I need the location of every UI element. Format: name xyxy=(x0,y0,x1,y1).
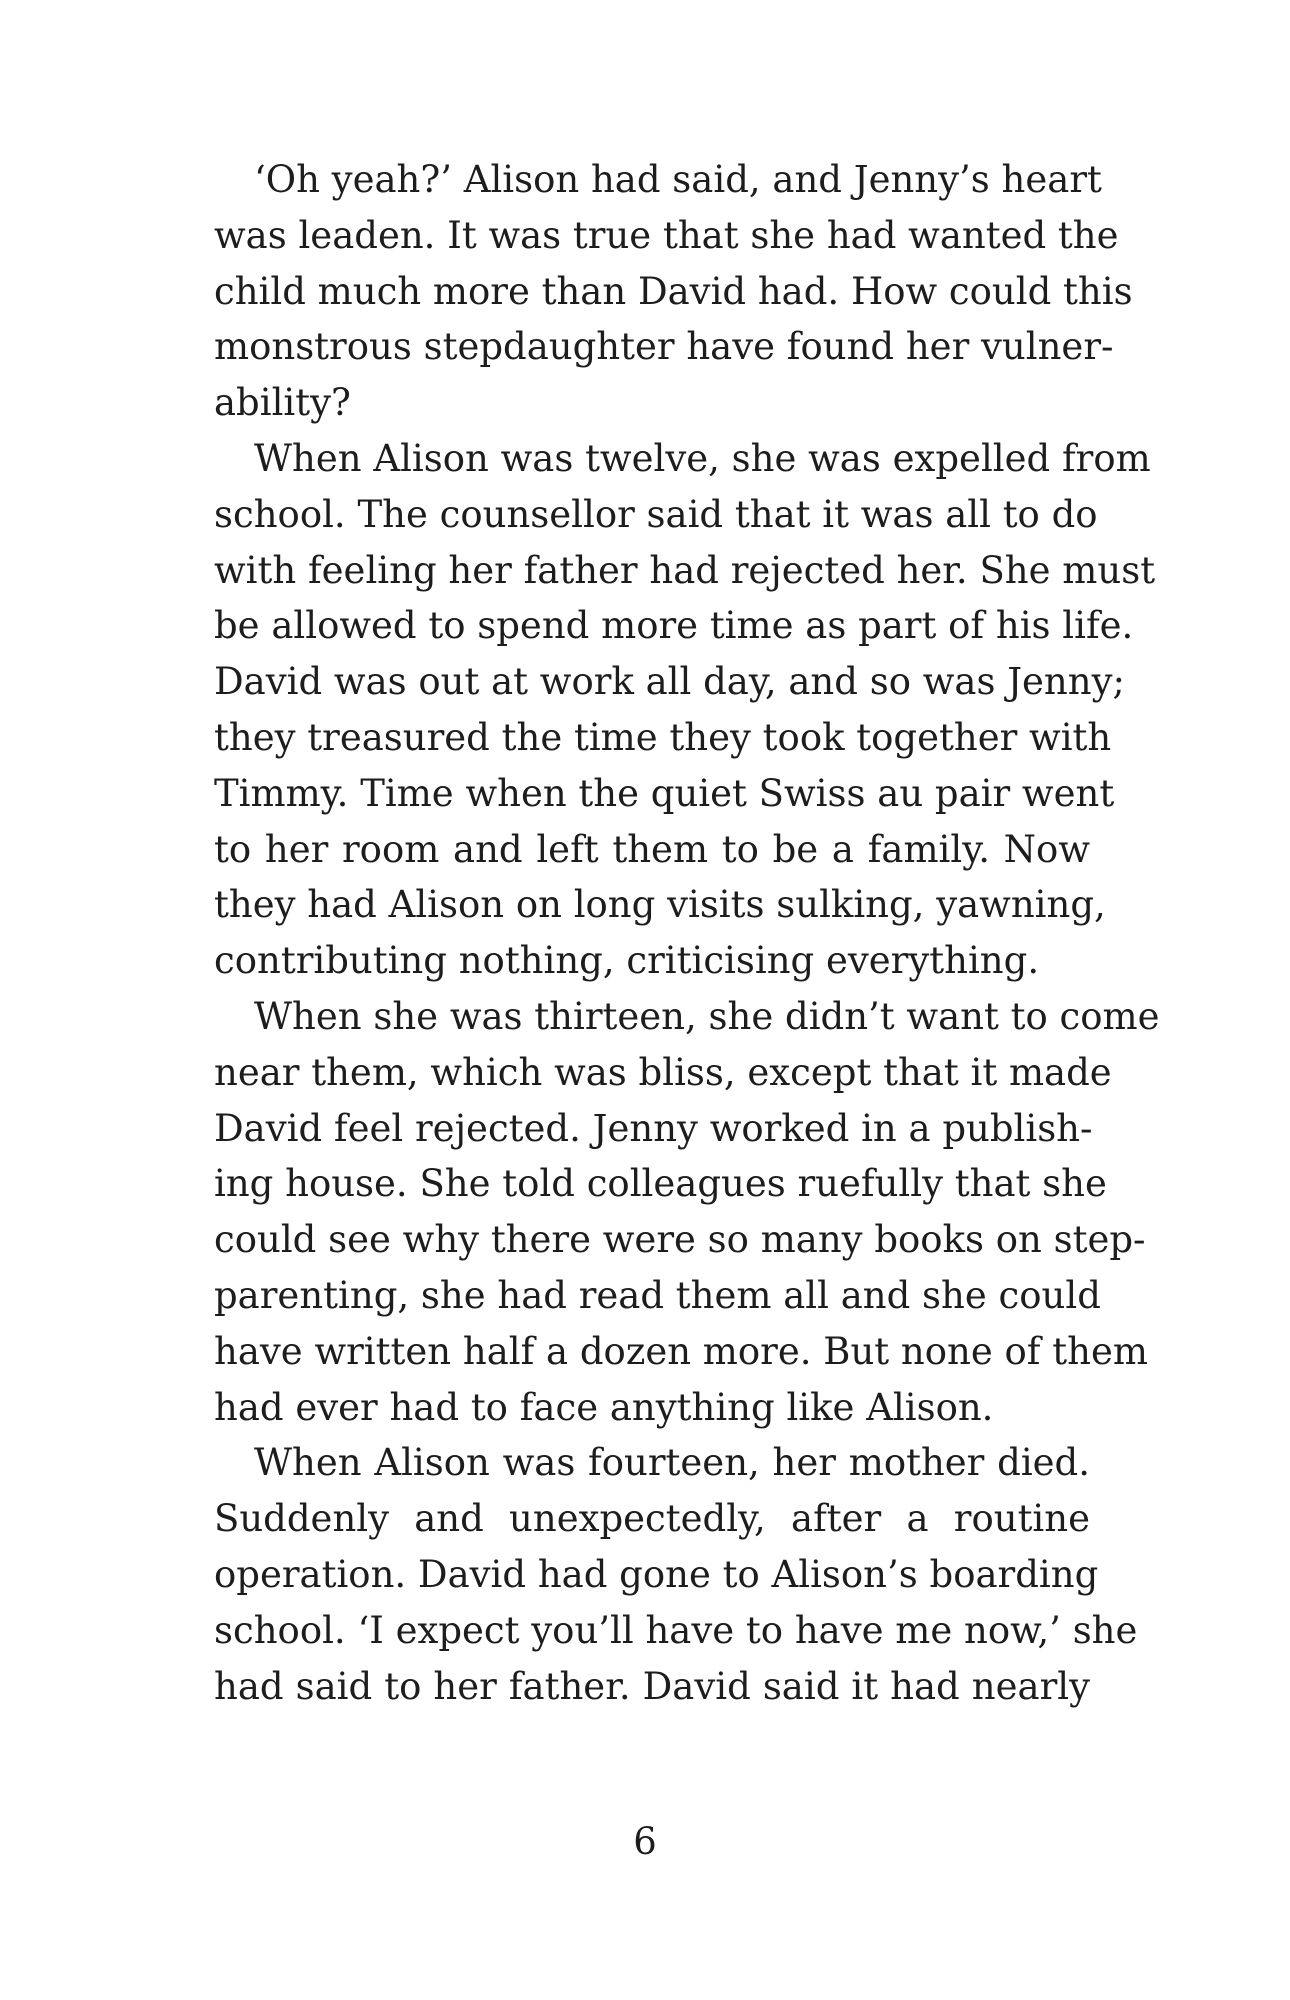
text-line: to her room and left them to be a family. Now xyxy=(214,827,1090,871)
text-line: near them, which was bliss, except that it made xyxy=(214,1050,1112,1094)
text-line: with feeling her father had rejected her. She must xyxy=(214,548,1156,592)
text-line: ing house. She told colleagues ruefully that she xyxy=(214,1162,1107,1206)
body-text xyxy=(214,152,1160,1714)
text-line: could see why there were so many books on step- xyxy=(214,1218,1146,1262)
text-line: monstrous stepdaughter have found her vulner- xyxy=(214,325,1114,369)
text-line: When Alison was fourteen, her mother died. xyxy=(254,1441,1090,1485)
page-number: 6 xyxy=(633,1820,657,1863)
text-line: David feel rejected. Jenny worked in a publish- xyxy=(214,1106,1093,1150)
text-line: ability? xyxy=(214,381,351,425)
text-line: contributing nothing, criticising everything. xyxy=(214,939,1040,983)
text-line: child much more than David had. How could this xyxy=(214,269,1133,313)
text-line: parenting, she had read them all and she could xyxy=(214,1273,1101,1317)
text-line: have written half a dozen more. But none of them xyxy=(214,1329,1148,1373)
text-line: Timmy. Time when the quiet Swiss au pair went xyxy=(214,771,1115,815)
text-line: had said to her father. David said it had nearly xyxy=(214,1664,1090,1708)
text-line: be allowed to spend more time as part of his life. xyxy=(214,604,1134,648)
text-line: When she was thirteen, she didn’t want to come xyxy=(254,994,1160,1038)
text-line: David was out at work all day, and so was Jenny; xyxy=(214,660,1125,704)
text-line: When Alison was twelve, she was expelled from xyxy=(254,436,1151,480)
text-line: operation. David had gone to Alison’s boarding xyxy=(214,1552,1099,1596)
text-line: Suddenly and unexpectedly, after a routine xyxy=(214,1497,1090,1541)
text-line: they had Alison on long visits sulking, yawning, xyxy=(214,883,1106,927)
text-line: was leaden. It was true that she had wanted the xyxy=(214,213,1119,257)
text-line: ‘Oh yeah?’ Alison had said, and Jenny’s heart xyxy=(254,158,1102,201)
text-line: they treasured the time they took together with xyxy=(214,715,1112,759)
text-line: school. The counsellor said that it was all to do xyxy=(214,492,1098,536)
text-line: school. ‘I expect you’ll have to have me now,’ she xyxy=(214,1608,1138,1652)
text-line: had ever had to face anything like Alison. xyxy=(214,1385,994,1429)
